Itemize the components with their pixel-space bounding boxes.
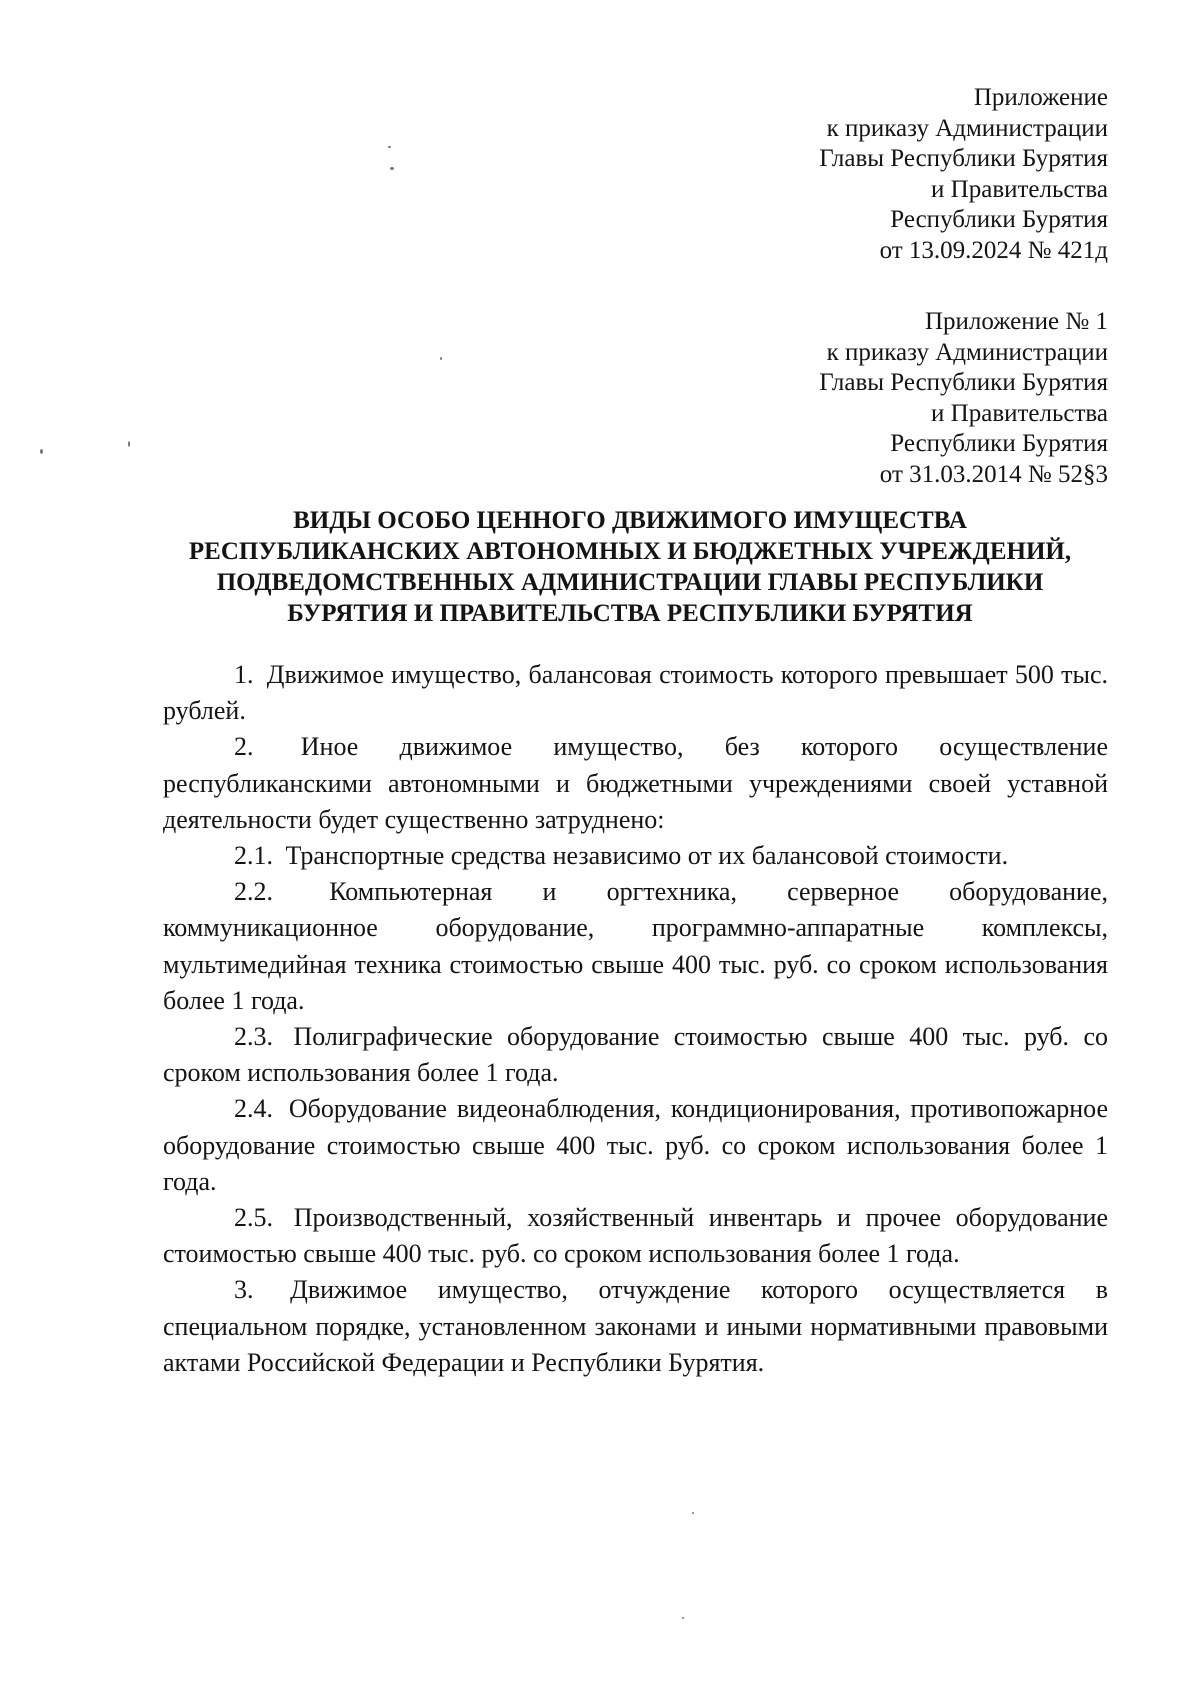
scan-speck	[682, 1617, 684, 1619]
attachment-line: от 13.09.2024 № 421д	[879, 236, 1108, 264]
list-item	[163, 838, 1108, 874]
document-body	[163, 657, 1108, 1381]
attachment-line: Приложение	[973, 84, 1108, 111]
item-text: Движимое имущество, отчуждение которого осуществляется в специальном порядке, установленном законами и иными нормативными правовыми актами Российской Федерации и Республики Бурятия.	[163, 1275, 1108, 1377]
list-item	[163, 1091, 1108, 1200]
attachment-line: от 31.03.2014 № 52§3	[879, 460, 1108, 488]
item-number: 2.	[234, 732, 254, 762]
item-number: 2.1.	[234, 841, 273, 871]
title-line: РЕСПУБЛИКАНСКИХ АВТОНОМНЫХ И БЮДЖЕТНЫХ УЧРЕЖДЕНИЙ,	[188, 538, 1072, 565]
item-number: 3.	[234, 1275, 254, 1305]
scan-speck	[692, 1512, 694, 1514]
scan-speck	[440, 357, 442, 360]
item-number: 1.	[234, 660, 254, 689]
attachment-line: к приказу Администрации	[826, 114, 1108, 142]
attachment-line: Главы Республики Бурятия	[819, 369, 1108, 396]
item-text: Производственный, хозяйственный инвентарь и прочее оборудование стоимостью свыше 400 тыс. руб. со сроком использования более 1 года.	[163, 1203, 1108, 1269]
attachment-line: и Правительства	[931, 399, 1108, 427]
item-text: Полиграфические оборудование стоимостью свыше 400 тыс. руб. со сроком использования более 1 года.	[163, 1022, 1108, 1088]
attachment-header-original	[819, 307, 1108, 490]
item-text: Иное движимое имущество, без которого осуществление республиканскими автономными и бюджетными учреждениями своей уставной деятельности будет существенно затруднено:	[163, 732, 1108, 834]
attachment-line: Республики Бурятия	[890, 430, 1108, 457]
scan-speck	[40, 449, 43, 454]
attachment-line: к приказу Администрации	[826, 338, 1108, 366]
item-number: 2.3.	[234, 1022, 273, 1052]
attachment-line: Главы Республики Бурятия	[819, 145, 1108, 172]
list-item	[163, 1272, 1108, 1381]
item-text: Компьютерная и оргтехника, серверное оборудование, коммуникационное оборудование, программно-аппаратные комплексы, мультимедийная техника стоимостью свыше 400 тыс. руб. со сроком использования более 1 года.	[163, 877, 1108, 1015]
item-text: Движимое имущество, балансовая стоимость которого превышает 500 тыс. рублей.	[163, 660, 1109, 726]
attachment-line: и Правительства	[931, 175, 1108, 203]
item-number: 2.5.	[234, 1203, 273, 1233]
item-number: 2.4.	[234, 1094, 273, 1124]
list-item	[163, 657, 1108, 729]
document-title	[140, 505, 1120, 629]
scan-speck	[128, 441, 130, 447]
list-item	[163, 874, 1108, 1019]
list-item	[163, 1200, 1108, 1272]
item-text: Транспортные средства независимо от их балансовой стоимости.	[285, 841, 1009, 871]
title-line: ПОДВЕДОМСТВЕННЫХ АДМИНИСТРАЦИИ ГЛАВЫ РЕСПУБЛИКИ	[216, 569, 1044, 596]
title-line: ВИДЫ ОСОБО ЦЕННОГО ДВИЖИМОГО ИМУЩЕСТВА	[293, 507, 967, 534]
attachment-line: Приложение № 1	[924, 308, 1108, 335]
list-item	[163, 1019, 1108, 1091]
scan-speck	[388, 146, 391, 148]
attachment-header-current	[819, 83, 1108, 266]
item-text: Оборудование видеонаблюдения, кондиционирования, противопожарное оборудование стоимостью свыше 400 тыс. руб. со сроком использования более 1 года.	[163, 1094, 1108, 1196]
list-item	[163, 729, 1108, 838]
title-line: БУРЯТИЯ И ПРАВИТЕЛЬСТВА РЕСПУБЛИКИ БУРЯТИЯ	[287, 600, 973, 627]
scan-speck	[390, 167, 394, 170]
item-number: 2.2.	[234, 877, 273, 907]
attachment-line: Республики Бурятия	[890, 206, 1108, 233]
